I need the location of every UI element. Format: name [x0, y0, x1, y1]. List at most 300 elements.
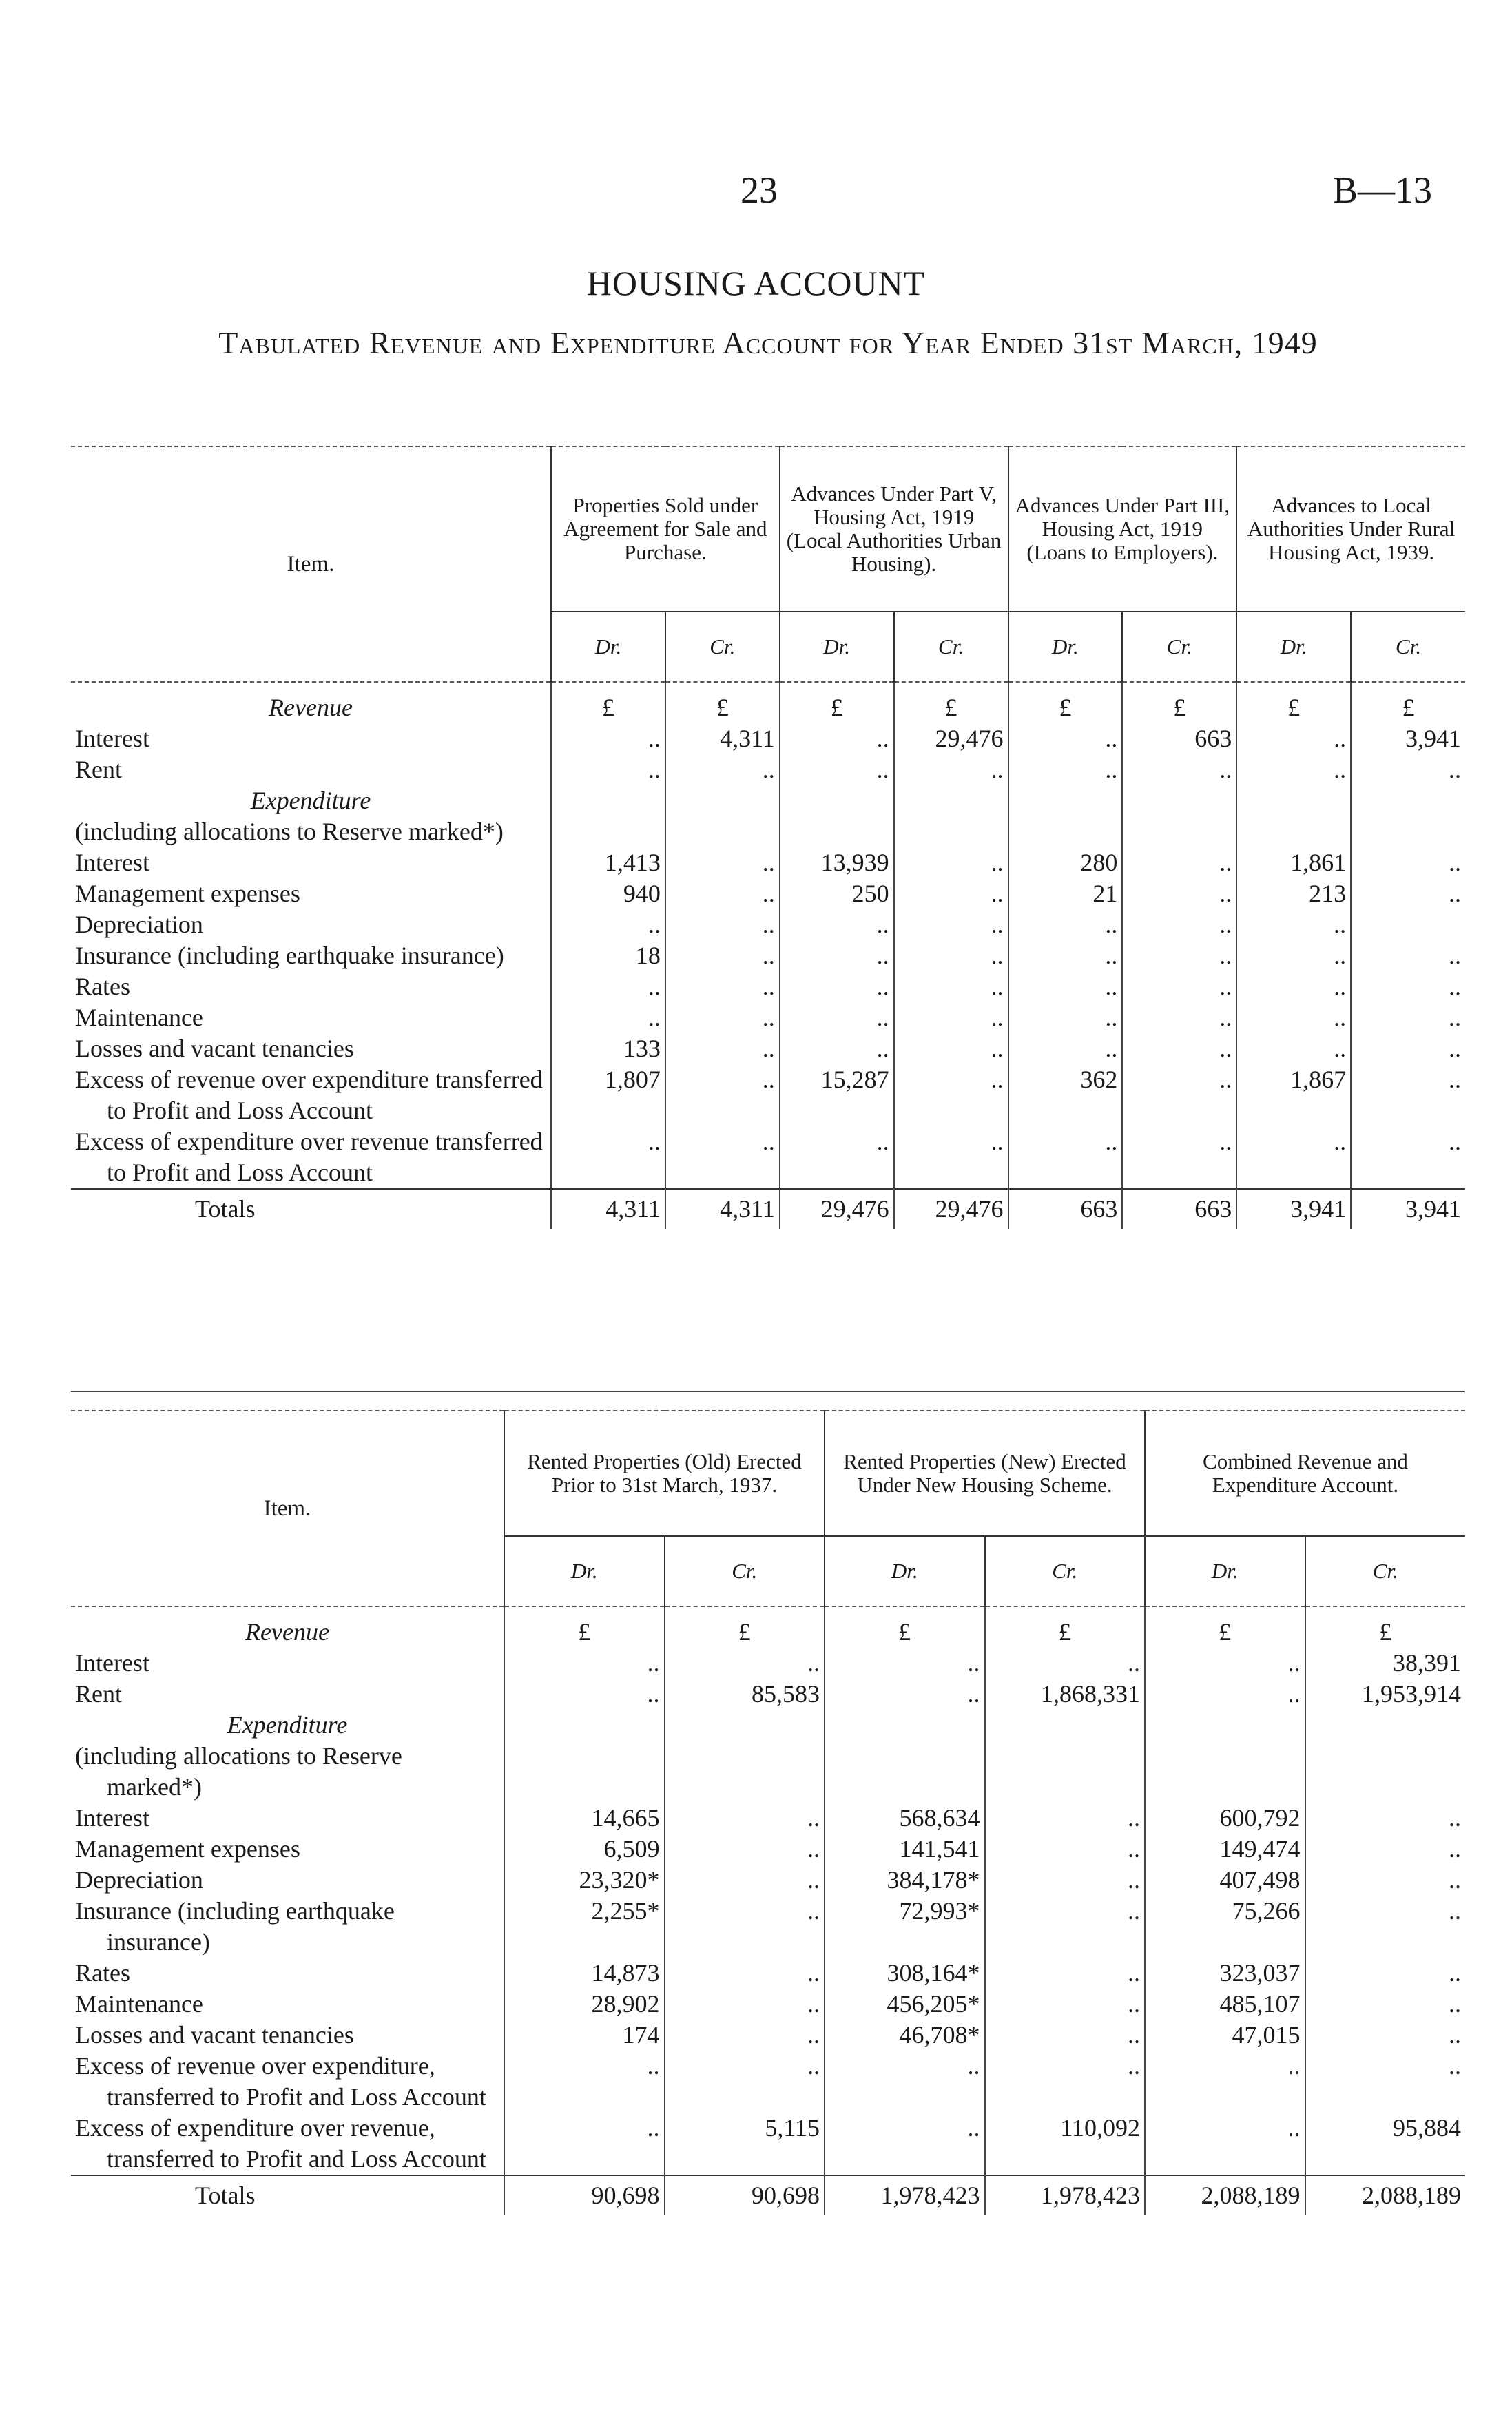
debit-cell: .. [551, 971, 665, 1002]
debit-cell [1008, 816, 1123, 847]
debit-cell [1236, 816, 1351, 847]
debit-header: Dr. [1008, 612, 1123, 682]
item-column-header: Item. [71, 1411, 504, 1606]
table-row [71, 1865, 1465, 1896]
debit-cell: .. [825, 2051, 985, 2113]
debit-cell: 14,873 [504, 1958, 665, 1989]
table-row [71, 1679, 1465, 1710]
credit-total: 29,476 [894, 1189, 1008, 1229]
credit-cell [665, 1710, 825, 1741]
column-group-header: Advances to Local Authorities Under Rural Housing Act, 1939. [1236, 446, 1465, 612]
credit-cell: .. [1305, 2020, 1466, 2051]
debit-cell: .. [551, 754, 665, 785]
row-label: Maintenance [75, 1004, 203, 1031]
credit-cell: 29,476 [894, 723, 1008, 754]
credit-cell: .. [1122, 1126, 1236, 1189]
row-label: (including allocations to Reserve marked*) [75, 1742, 402, 1801]
credit-cell: 110,092 [985, 2113, 1146, 2175]
debit-cell: .. [551, 723, 665, 754]
credit-cell: .. [1351, 847, 1465, 878]
row-label: Maintenance [75, 1990, 203, 2018]
row-label: Excess of revenue over expenditure transferred to Profit and Loss Account [75, 1066, 543, 1124]
page-reference: B—13 [1333, 169, 1433, 211]
row-label: Insurance (including earthquake insurance) [75, 1897, 395, 1956]
row-label: Rates [75, 973, 130, 1000]
credit-cell: .. [985, 1648, 1146, 1679]
debit-cell: £ [504, 1606, 665, 1648]
credit-cell: .. [665, 909, 780, 940]
credit-cell: .. [665, 1834, 825, 1865]
row-label: Excess of expenditure over revenue transferred to Profit and Loss Account [75, 1128, 543, 1186]
credit-header: Cr. [665, 1536, 825, 1606]
table-row [71, 1606, 1465, 1648]
debit-total: 90,698 [504, 2175, 665, 2215]
credit-cell: 95,884 [1305, 2113, 1466, 2175]
debit-total: 2,088,189 [1145, 2175, 1305, 2215]
debit-cell: .. [780, 909, 894, 940]
table-row [71, 1033, 1465, 1064]
column-group-header: Combined Revenue and Expenditure Account. [1145, 1411, 1465, 1536]
credit-cell: 3,941 [1351, 723, 1465, 754]
credit-total: 4,311 [665, 1189, 780, 1229]
debit-cell [1236, 785, 1351, 816]
credit-cell: .. [1351, 1033, 1465, 1064]
credit-header: Cr. [985, 1536, 1146, 1606]
debit-cell: 1,807 [551, 1064, 665, 1126]
row-label: Revenue [269, 694, 353, 721]
credit-total: 2,088,189 [1305, 2175, 1466, 2215]
credit-cell: .. [894, 1064, 1008, 1126]
debit-cell: .. [504, 2113, 665, 2175]
credit-cell: .. [985, 1896, 1146, 1958]
credit-cell [894, 816, 1008, 847]
credit-cell: .. [665, 1865, 825, 1896]
credit-cell: .. [1122, 909, 1236, 940]
table-row [71, 816, 1465, 847]
debit-cell: 308,164* [825, 1958, 985, 1989]
row-label: Interest [75, 725, 149, 752]
credit-cell: £ [1351, 682, 1465, 723]
credit-cell: .. [1305, 1989, 1466, 2020]
credit-cell: .. [1305, 1803, 1466, 1834]
debit-cell: .. [1236, 1002, 1351, 1033]
table-row [71, 1064, 1465, 1126]
table-row [71, 1896, 1465, 1958]
debit-cell: .. [504, 1679, 665, 1710]
credit-cell: £ [894, 682, 1008, 723]
debit-cell: £ [1008, 682, 1123, 723]
credit-cell: .. [665, 1033, 780, 1064]
debit-cell: £ [551, 682, 665, 723]
credit-cell: .. [1351, 1002, 1465, 1033]
totals-row [71, 1189, 1465, 1229]
housing-table-1 [71, 446, 1465, 1229]
table-row [71, 785, 1465, 816]
credit-header: Cr. [1122, 612, 1236, 682]
debit-cell: 15,287 [780, 1064, 894, 1126]
debit-total: 663 [1008, 1189, 1123, 1229]
debit-cell: .. [1236, 1126, 1351, 1189]
debit-header: Dr. [504, 1536, 665, 1606]
row-label: Excess of revenue over expenditure, transferred to Profit and Loss Account [75, 2052, 486, 2111]
credit-cell: 4,311 [665, 723, 780, 754]
debit-cell [825, 1710, 985, 1741]
table-row [71, 2051, 1465, 2113]
debit-cell: 14,665 [504, 1803, 665, 1834]
table-row [71, 1741, 1465, 1803]
debit-cell: .. [551, 1002, 665, 1033]
debit-cell: .. [551, 1126, 665, 1189]
credit-cell: .. [1305, 2051, 1466, 2113]
debit-cell [504, 1741, 665, 1803]
debit-cell: .. [780, 1033, 894, 1064]
row-label: Expenditure [227, 1711, 348, 1739]
row-label: Excess of expenditure over revenue, transferred to Profit and Loss Account [75, 2114, 486, 2173]
column-group-header: Advances Under Part III, Housing Act, 1919 (Loans to Employers). [1008, 446, 1237, 612]
credit-cell [894, 785, 1008, 816]
debit-cell: 18 [551, 940, 665, 971]
credit-header: Cr. [665, 612, 780, 682]
header-row [71, 1411, 1465, 1536]
debit-cell: 13,939 [780, 847, 894, 878]
table-row [71, 1126, 1465, 1189]
debit-cell [825, 1741, 985, 1803]
debit-cell: .. [780, 940, 894, 971]
table-row [71, 1989, 1465, 2020]
credit-cell: .. [985, 1989, 1146, 2020]
row-label: Depreciation [75, 1866, 203, 1894]
debit-cell: 174 [504, 2020, 665, 2051]
column-group-header: Properties Sold under Agreement for Sale and Purchase. [551, 446, 780, 612]
credit-cell: .. [985, 2020, 1146, 2051]
credit-cell: .. [1122, 971, 1236, 1002]
debit-cell: .. [780, 971, 894, 1002]
credit-cell: £ [1122, 682, 1236, 723]
debit-cell: 250 [780, 878, 894, 909]
debit-cell: 47,015 [1145, 2020, 1305, 2051]
credit-cell: .. [1351, 754, 1465, 785]
credit-cell: .. [665, 878, 780, 909]
credit-cell: .. [985, 1865, 1146, 1896]
row-label: Insurance (including earthquake insurance) [75, 942, 504, 969]
table-row [71, 1834, 1465, 1865]
credit-cell: .. [1122, 1064, 1236, 1126]
credit-cell: .. [1351, 1064, 1465, 1126]
debit-cell: 1,413 [551, 847, 665, 878]
credit-cell [1122, 785, 1236, 816]
housing-table-2 [71, 1410, 1465, 2215]
debit-cell: .. [1145, 2051, 1305, 2113]
debit-cell: 280 [1008, 847, 1123, 878]
table-row [71, 878, 1465, 909]
debit-cell: 456,205* [825, 1989, 985, 2020]
credit-cell [1122, 816, 1236, 847]
table-row [71, 723, 1465, 754]
credit-cell [1305, 1710, 1466, 1741]
credit-cell: .. [665, 2051, 825, 2113]
debit-cell: 940 [551, 878, 665, 909]
debit-cell [780, 816, 894, 847]
row-label: Rent [75, 756, 122, 783]
credit-cell: .. [665, 847, 780, 878]
credit-cell: 85,583 [665, 1679, 825, 1710]
debit-cell: .. [780, 1126, 894, 1189]
debit-header: Dr. [551, 612, 665, 682]
totals-label: Totals [71, 1189, 551, 1229]
debit-cell: £ [780, 682, 894, 723]
debit-cell [551, 785, 665, 816]
debit-cell: 407,498 [1145, 1865, 1305, 1896]
credit-cell: 38,391 [1305, 1648, 1466, 1679]
table-row [71, 682, 1465, 723]
credit-cell: 1,953,914 [1305, 1679, 1466, 1710]
debit-header: Dr. [780, 612, 894, 682]
credit-cell: .. [1351, 971, 1465, 1002]
credit-cell [665, 785, 780, 816]
credit-cell [985, 1710, 1146, 1741]
credit-cell: .. [665, 940, 780, 971]
debit-total: 1,978,423 [825, 2175, 985, 2215]
credit-cell: .. [1305, 1958, 1466, 1989]
debit-cell: .. [1236, 940, 1351, 971]
page-number: 23 [741, 169, 778, 211]
credit-cell: .. [665, 2020, 825, 2051]
row-label: Revenue [245, 1618, 329, 1646]
row-label: Rates [75, 1959, 130, 1987]
debit-cell: .. [1008, 971, 1123, 1002]
table-row [71, 971, 1465, 1002]
debit-total: 3,941 [1236, 1189, 1351, 1229]
credit-cell: £ [1305, 1606, 1466, 1648]
debit-cell: .. [780, 1002, 894, 1033]
credit-cell: .. [894, 878, 1008, 909]
credit-cell: .. [1122, 1033, 1236, 1064]
credit-cell: .. [665, 1989, 825, 2020]
credit-cell: .. [1122, 940, 1236, 971]
debit-header: Dr. [1145, 1536, 1305, 1606]
debit-cell: .. [780, 723, 894, 754]
table-row [71, 754, 1465, 785]
debit-cell: 384,178* [825, 1865, 985, 1896]
debit-cell: .. [1236, 971, 1351, 1002]
debit-cell: .. [1008, 940, 1123, 971]
debit-cell: 6,509 [504, 1834, 665, 1865]
debit-cell: 323,037 [1145, 1958, 1305, 1989]
column-group-header: Rented Properties (Old) Erected Prior to 31st March, 1937. [504, 1411, 825, 1536]
debit-cell [1008, 785, 1123, 816]
credit-cell [665, 816, 780, 847]
totals-label: Totals [71, 2175, 504, 2215]
debit-cell: 485,107 [1145, 1989, 1305, 2020]
credit-cell [1351, 785, 1465, 816]
totals-row [71, 2175, 1465, 2215]
credit-cell: .. [1305, 1834, 1466, 1865]
credit-cell [985, 1741, 1146, 1803]
credit-cell: £ [985, 1606, 1146, 1648]
credit-cell [1351, 909, 1465, 940]
debit-cell: 568,634 [825, 1803, 985, 1834]
credit-cell: .. [894, 940, 1008, 971]
debit-cell: .. [1145, 1648, 1305, 1679]
debit-cell: £ [1145, 1606, 1305, 1648]
credit-cell: 1,868,331 [985, 1679, 1146, 1710]
debit-header: Dr. [1236, 612, 1351, 682]
page-subtitle: Tabulated Revenue and Expenditure Account for Year Ended 31st March, 1949 [218, 325, 1318, 360]
credit-cell: .. [985, 1803, 1146, 1834]
debit-header: Dr. [825, 1536, 985, 1606]
debit-total: 29,476 [780, 1189, 894, 1229]
credit-total: 1,978,423 [985, 2175, 1146, 2215]
page-title: HOUSING ACCOUNT [586, 264, 926, 302]
credit-cell: .. [985, 1834, 1146, 1865]
table-row [71, 2113, 1465, 2175]
debit-cell: .. [1236, 909, 1351, 940]
row-label: Interest [75, 849, 149, 876]
debit-cell: .. [825, 2113, 985, 2175]
debit-cell: 141,541 [825, 1834, 985, 1865]
debit-cell: 1,861 [1236, 847, 1351, 878]
credit-cell: .. [665, 1126, 780, 1189]
credit-cell: .. [985, 1958, 1146, 1989]
credit-total: 3,941 [1351, 1189, 1465, 1229]
header-row [71, 446, 1465, 612]
credit-cell: .. [1351, 878, 1465, 909]
debit-cell: .. [1236, 754, 1351, 785]
credit-cell: .. [1351, 940, 1465, 971]
table-separator [71, 1391, 1465, 1393]
credit-total: 663 [1122, 1189, 1236, 1229]
credit-cell: .. [894, 847, 1008, 878]
debit-cell: .. [1008, 1033, 1123, 1064]
debit-cell: .. [825, 1679, 985, 1710]
credit-cell [1305, 1741, 1466, 1803]
credit-cell: .. [894, 909, 1008, 940]
table-row [71, 1958, 1465, 1989]
debit-cell: 2,255* [504, 1896, 665, 1958]
row-label: Depreciation [75, 911, 203, 938]
debit-cell: .. [825, 1648, 985, 1679]
column-group-header: Rented Properties (New) Erected Under New Housing Scheme. [825, 1411, 1145, 1536]
row-label: Management expenses [75, 880, 300, 907]
credit-cell: .. [894, 971, 1008, 1002]
debit-cell: .. [1008, 754, 1123, 785]
debit-cell: 362 [1008, 1064, 1123, 1126]
debit-cell: 21 [1008, 878, 1123, 909]
row-label: Expenditure [250, 787, 371, 814]
row-label: Interest [75, 1804, 149, 1832]
debit-cell: .. [1236, 1033, 1351, 1064]
debit-cell: .. [551, 909, 665, 940]
debit-cell: 23,320* [504, 1865, 665, 1896]
debit-cell [1145, 1710, 1305, 1741]
row-label: Management expenses [75, 1835, 300, 1863]
debit-total: 4,311 [551, 1189, 665, 1229]
debit-cell: 149,474 [1145, 1834, 1305, 1865]
table-row [71, 2020, 1465, 2051]
row-label: (including allocations to Reserve marked*) [75, 818, 504, 845]
table-row [71, 847, 1465, 878]
debit-cell: .. [1008, 723, 1123, 754]
row-label: Interest [75, 1649, 149, 1677]
credit-cell: .. [665, 1896, 825, 1958]
credit-cell: .. [665, 1064, 780, 1126]
credit-cell: .. [894, 1126, 1008, 1189]
credit-cell: .. [1122, 754, 1236, 785]
table-row [71, 1002, 1465, 1033]
debit-cell: £ [1236, 682, 1351, 723]
item-column-header: Item. [71, 446, 551, 682]
credit-cell: .. [665, 1803, 825, 1834]
credit-cell: £ [665, 682, 780, 723]
debit-cell: .. [504, 1648, 665, 1679]
debit-cell: 75,266 [1145, 1896, 1305, 1958]
credit-cell: .. [1122, 878, 1236, 909]
debit-cell: 600,792 [1145, 1803, 1305, 1834]
debit-cell: 46,708* [825, 2020, 985, 2051]
credit-cell: .. [665, 754, 780, 785]
credit-cell: 663 [1122, 723, 1236, 754]
credit-cell: .. [894, 754, 1008, 785]
credit-cell: .. [1305, 1865, 1466, 1896]
credit-cell: .. [665, 971, 780, 1002]
credit-cell: £ [665, 1606, 825, 1648]
debit-cell [551, 816, 665, 847]
credit-header: Cr. [894, 612, 1008, 682]
column-group-header: Advances Under Part V, Housing Act, 1919 (Local Authorities Urban Housing). [780, 446, 1008, 612]
debit-cell [1145, 1741, 1305, 1803]
debit-cell: .. [1008, 1002, 1123, 1033]
row-label: Rent [75, 1680, 122, 1708]
debit-cell: .. [780, 754, 894, 785]
credit-cell: .. [1122, 1002, 1236, 1033]
debit-cell [504, 1710, 665, 1741]
table-row [71, 909, 1465, 940]
credit-cell: .. [1122, 847, 1236, 878]
credit-cell: .. [665, 1958, 825, 1989]
debit-cell [780, 785, 894, 816]
credit-header: Cr. [1351, 612, 1465, 682]
row-label: Losses and vacant tenancies [75, 1035, 354, 1062]
credit-cell: .. [665, 1002, 780, 1033]
debit-cell: .. [1145, 2113, 1305, 2175]
debit-cell: .. [1008, 1126, 1123, 1189]
credit-cell: .. [665, 1648, 825, 1679]
table-row [71, 1803, 1465, 1834]
table-row [71, 940, 1465, 971]
credit-header: Cr. [1305, 1536, 1466, 1606]
credit-cell: .. [1351, 1126, 1465, 1189]
credit-cell: .. [894, 1033, 1008, 1064]
debit-cell: .. [1236, 723, 1351, 754]
debit-cell: 28,902 [504, 1989, 665, 2020]
debit-cell: £ [825, 1606, 985, 1648]
credit-cell: .. [1305, 1896, 1466, 1958]
table-row [71, 1648, 1465, 1679]
debit-cell: .. [504, 2051, 665, 2113]
credit-total: 90,698 [665, 2175, 825, 2215]
credit-cell [665, 1741, 825, 1803]
row-label: Losses and vacant tenancies [75, 2021, 354, 2049]
table-row [71, 1710, 1465, 1741]
debit-cell: 213 [1236, 878, 1351, 909]
credit-cell: .. [894, 1002, 1008, 1033]
credit-cell: .. [985, 2051, 1146, 2113]
debit-cell: 133 [551, 1033, 665, 1064]
debit-cell: 72,993* [825, 1896, 985, 1958]
credit-cell: 5,115 [665, 2113, 825, 2175]
debit-cell: 1,867 [1236, 1064, 1351, 1126]
debit-cell: .. [1008, 909, 1123, 940]
